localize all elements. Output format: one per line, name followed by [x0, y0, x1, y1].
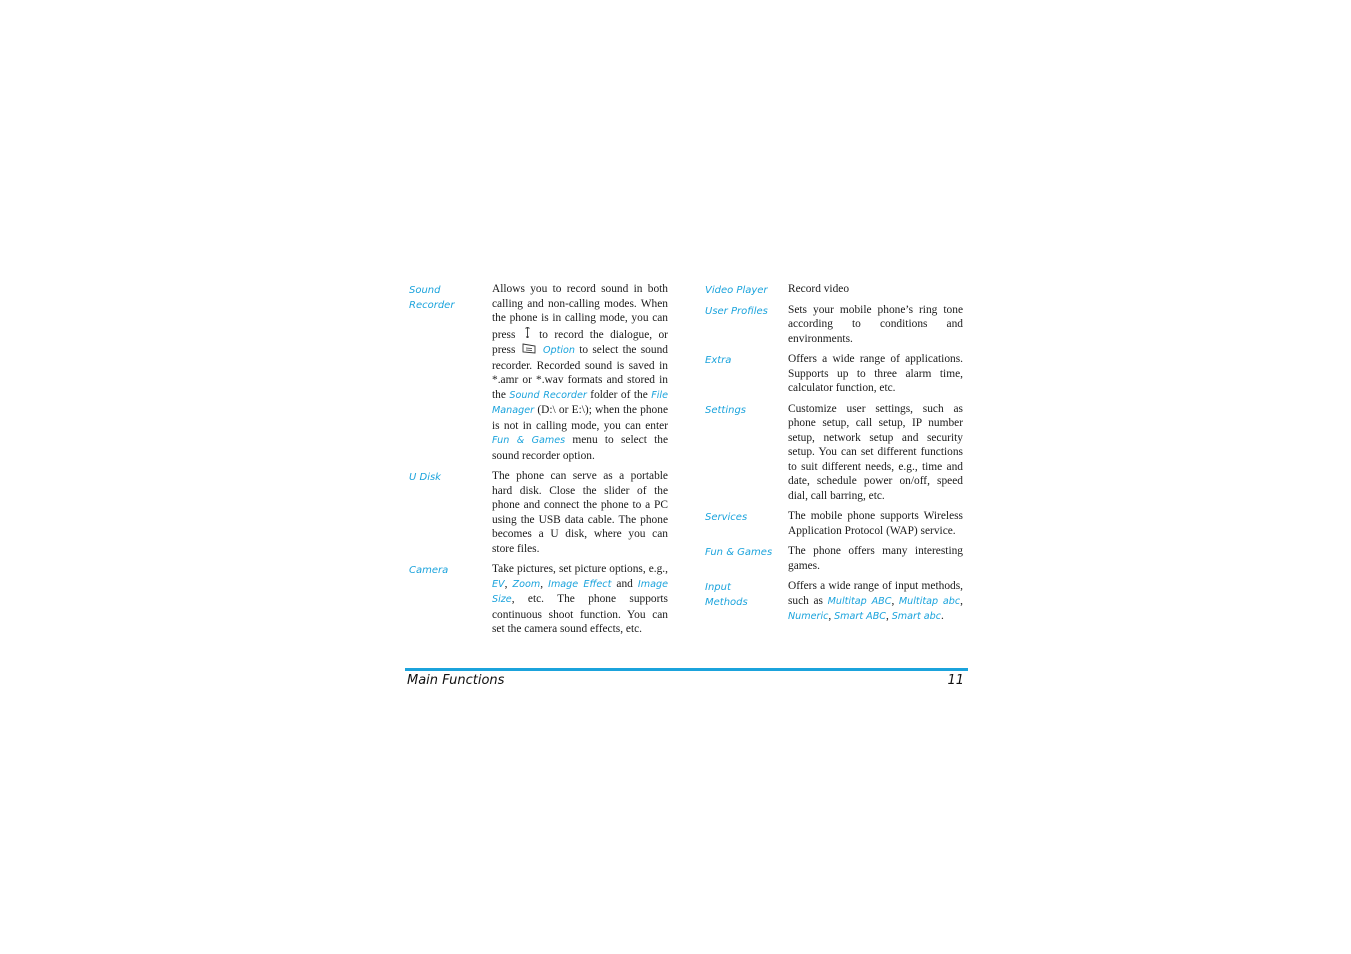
term-user-profiles: User Profiles	[705, 305, 768, 317]
desc-text: to record the dialogue, or press	[492, 328, 668, 356]
desc-sound-recorder	[492, 282, 668, 463]
entry-user-profiles	[705, 303, 963, 347]
ref-fun-games: Fun & Games	[492, 435, 566, 446]
term-u-disk: U Disk	[409, 472, 441, 483]
desc-text: .	[941, 610, 944, 622]
term-extra: Extra	[705, 355, 732, 366]
desc-text: folder of the	[590, 388, 648, 401]
desc-text: to select the sound recorder. Recorded sound is saved in *.amr or *.wav formats and stored in the	[492, 344, 668, 401]
footer-section-title: Main Functions	[407, 673, 505, 688]
footer-rule	[405, 668, 968, 671]
ref-multitap-abc-lower: Multitap abc	[898, 595, 961, 607]
desc-user-profiles: Sets your mobile phone’s ring tone according to conditions and environments.	[788, 303, 963, 345]
desc-text: menu to select the sound recorder option.	[492, 434, 668, 462]
entry-extra	[705, 352, 963, 396]
desc-text: Offers a wide range of input methods, such as	[788, 580, 963, 607]
desc-video-player: Record video	[788, 283, 850, 295]
entry-settings	[705, 402, 963, 504]
term-camera: Camera	[409, 565, 449, 576]
entry-services	[705, 509, 963, 538]
term-settings: Settings	[705, 404, 747, 416]
ref-numeric: Numeric	[788, 611, 829, 622]
ref-option: Option	[542, 345, 575, 356]
ref-zoom: Zoom	[512, 578, 541, 590]
desc-text: Take pictures, set picture options, e.g.,	[492, 563, 668, 575]
term-fun-games: Fun & Games	[705, 547, 773, 558]
record-key-icon	[524, 326, 531, 344]
term-services: Services	[705, 512, 748, 523]
entry-sound-recorder	[409, 282, 668, 463]
desc-camera: Take pictures, set picture options, e.g., EV, Zoom, Image Effect and Image Size, etc. The phone supports continuous shoot function. You can set the camera sound effects, etc.	[492, 563, 668, 635]
desc-services: The mobile phone supports Wireless Application Protocol (WAP) service.	[788, 510, 963, 537]
entry-u-disk	[409, 469, 668, 556]
ref-file-manager: File Manager	[492, 389, 668, 416]
desc-text: Allows you to record sound in both calling and non-calling modes. When the phone is in calling mode, you can press	[492, 283, 668, 341]
desc-fun-games: The phone offers many interesting games.	[788, 545, 963, 572]
ref-image-effect: Image Effect	[548, 578, 612, 590]
ref-smart-abc-upper: Smart ABC	[834, 611, 887, 622]
ref-smart-abc-lower: Smart abc	[891, 611, 942, 622]
desc-extra: Offers a wide range of applications. Supports up to three alarm time, calculator function, etc.	[788, 353, 963, 394]
ref-multitap-abc-upper: Multitap ABC	[827, 595, 892, 607]
option-softkey-icon	[522, 343, 537, 359]
desc-input-methods: Offers a wide range of input methods, such as Multitap ABC, Multitap abc, Numeric, Smart ABC, Smart abc.	[788, 580, 963, 622]
desc-text: , etc. The phone supports continuous shoot function. You can set the camera sound effects, etc.	[492, 593, 668, 635]
right-column	[705, 282, 963, 631]
entry-input-methods	[705, 579, 963, 625]
ref-sound-recorder: Sound Recorder	[509, 389, 587, 401]
term-input-methods: Input Methods	[705, 582, 748, 608]
ref-ev: EV	[492, 578, 505, 590]
desc-settings: Customize user settings, such as phone setup, call setup, IP number setup, network setup and security setup. You can set different functions to suit different needs, e.g., time and date, schedule power on/off, speed dial, call barring, etc.	[788, 402, 963, 502]
desc-u-disk: The phone can serve as a portable hard disk. Close the slider of the phone and connect the phone to a PC using the USB data cable. The phone becomes a U disk, where you can store files.	[492, 470, 668, 555]
ref-image-size: Image Size	[492, 578, 668, 605]
page-number: 11	[947, 673, 964, 688]
entry-fun-games	[705, 544, 963, 573]
entry-video-player	[705, 282, 963, 297]
desc-text: and	[616, 577, 633, 590]
term-sound-recorder: Sound Recorder	[409, 285, 455, 311]
desc-text: (D:\ or E:\); when the phone is not in calling mode, you can enter	[492, 404, 668, 432]
term-video-player: Video Player	[705, 285, 768, 296]
entry-camera	[409, 562, 668, 637]
left-column	[409, 282, 668, 643]
